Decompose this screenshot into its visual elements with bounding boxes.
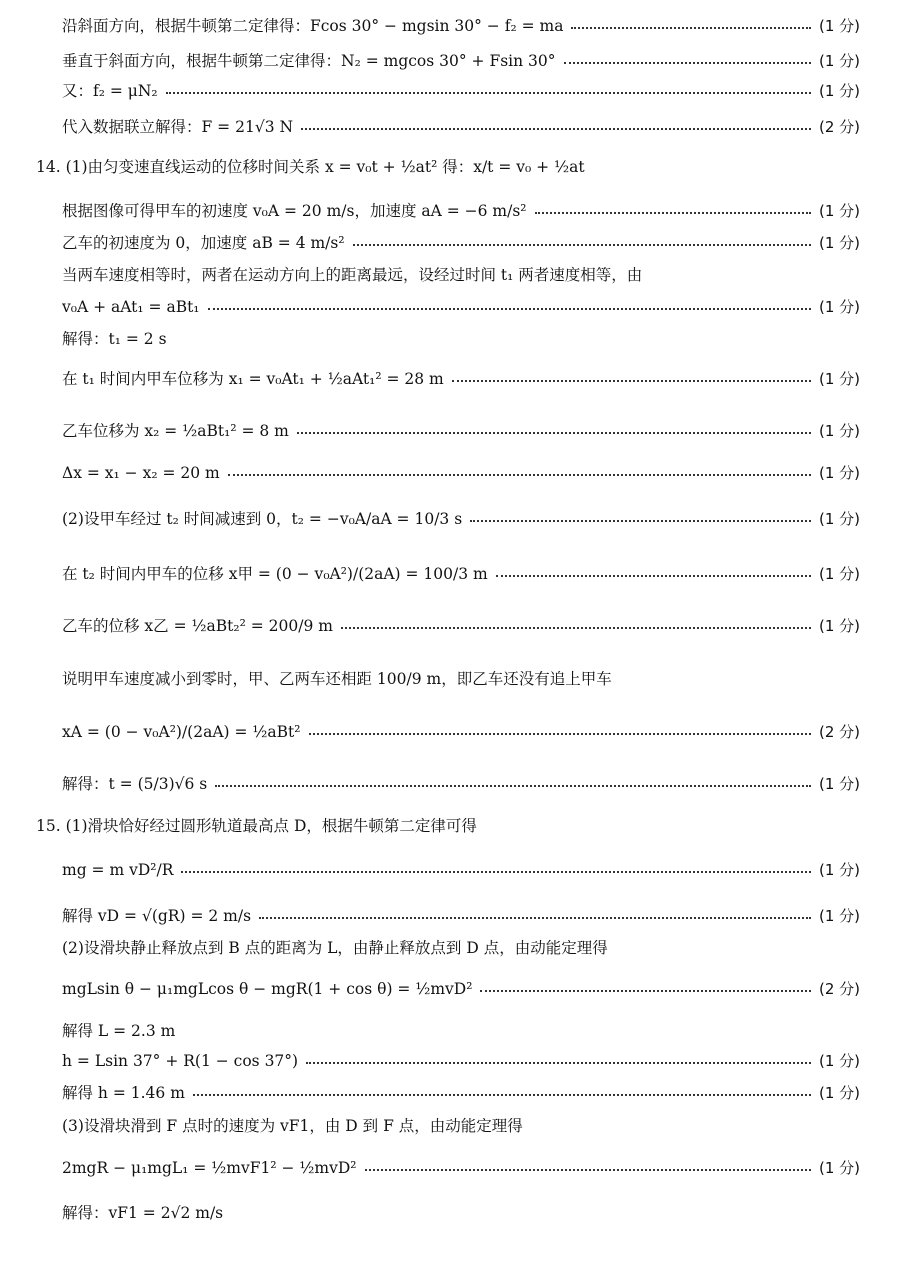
score-label: (1 分) [818,234,860,252]
dot-leader [208,308,811,310]
answer-line [62,50,860,72]
answer-line [62,721,860,743]
question-heading [36,156,860,178]
answer-line [62,328,860,350]
line-text: 在 t₁ 时间内甲车位移为 x₁ = v₀At₁ + ½aAt₁² = 28 m [62,370,444,388]
score-label: (1 分) [818,907,860,925]
score-label: (1 分) [818,202,860,220]
answer-line [62,937,860,959]
score-label: (1 分) [818,510,860,528]
dot-leader [496,575,811,577]
answer-line [62,508,860,530]
line-text: 代入数据联立解得：F = 21√3 N [62,118,294,136]
line-text: h = Lsin 37° + R(1 − cos 37°) [62,1052,299,1070]
line-text: 解得：t = (5/3)√6 s [62,775,208,793]
answer-line [62,80,860,102]
score-label: (2 分) [818,723,860,741]
score-label: (1 分) [818,464,860,482]
answer-line [62,420,860,442]
line-text: 解得 vD = √(gR) = 2 m/s [62,907,252,925]
dot-leader [166,92,811,94]
score-label: (2 分) [818,980,860,998]
dot-leader [215,785,811,787]
line-text: v₀A + aAt₁ = aBt₁ [62,298,200,316]
answer-line [62,462,860,484]
line-text: 15. (1)滑块恰好经过圆形轨道最高点 D，根据牛顿第二定律可得 [36,817,477,835]
score-label: (1 分) [818,1084,860,1102]
line-text: 乙车的位移 x乙 = ½aBt₂² = 200/9 m [62,617,333,635]
dot-leader [181,871,811,873]
answer-line [62,773,860,795]
line-text: 乙车的初速度为 0，加速度 aB = 4 m/s² [62,234,345,252]
line-text: Δx = x₁ − x₂ = 20 m [62,464,220,482]
dot-leader [480,990,811,992]
line-text: (2)设滑块静止释放点到 B 点的距离为 L，由静止释放点到 D 点，由动能定理得 [62,939,608,957]
answer-line [62,232,860,254]
score-label: (1 分) [818,1052,860,1070]
dot-leader [535,212,811,214]
answer-line [62,1020,860,1042]
score-label: (1 分) [818,52,860,70]
line-text: 解得：t₁ = 2 s [62,330,167,348]
line-text: 根据图像可得甲车的初速度 v₀A = 20 m/s，加速度 aA = −6 m/s² [62,202,527,220]
answer-line [62,200,860,222]
line-text: (3)设滑块滑到 F 点时的速度为 vF1，由 D 到 F 点，由动能定理得 [62,1117,523,1135]
line-text: 2mgR − μ₁mgL₁ = ½mvF1² − ½mvD² [62,1159,357,1177]
score-label: (1 分) [818,17,860,35]
line-text: xA = (0 − v₀A²)/(2aA) = ½aBt² [62,723,301,741]
answer-line [62,1082,860,1104]
line-text: 乙车位移为 x₂ = ½aBt₁² = 8 m [62,422,289,440]
dot-leader [228,474,811,476]
dot-leader [365,1169,811,1171]
score-label: (2 分) [818,118,860,136]
answer-line [62,615,860,637]
line-text: 14. (1)由匀变速直线运动的位移时间关系 x = v₀t + ½at² 得：x/t = v₀ + ½at [36,158,585,176]
score-label: (1 分) [818,861,860,879]
dot-leader [297,432,811,434]
score-label: (1 分) [818,617,860,635]
line-text: 说明甲车速度减小到零时，甲、乙两车还相距 100/9 m，即乙车还没有追上甲车 [62,670,612,688]
answer-line [62,859,860,881]
score-label: (1 分) [818,775,860,793]
line-text: 解得 h = 1.46 m [62,1084,185,1102]
dot-leader [193,1094,811,1096]
line-text: 垂直于斜面方向，根据牛顿第二定律得：N₂ = mgcos 30° + Fsin 30° [62,52,556,70]
question-heading [36,815,860,837]
answer-line [62,905,860,927]
score-label: (1 分) [818,298,860,316]
answer-line [62,116,860,138]
line-text: 在 t₂ 时间内甲车的位移 x甲 = (0 − v₀A²)/(2aA) = 100/3 m [62,565,488,583]
answer-line [62,264,860,286]
line-text: 解得 L = 2.3 m [62,1022,176,1040]
dot-leader [341,627,811,629]
score-label: (1 分) [818,1159,860,1177]
score-label: (1 分) [818,422,860,440]
dot-leader [259,917,811,919]
answer-line [62,1202,860,1224]
dot-leader [571,27,811,29]
line-text: 又：f₂ = μN₂ [62,82,158,100]
dot-leader [470,520,811,522]
line-text: 当两车速度相等时，两者在运动方向上的距离最远，设经过时间 t₁ 两者速度相等，由 [62,266,643,284]
dot-leader [301,128,811,130]
answer-line [62,1050,860,1072]
score-label: (1 分) [818,565,860,583]
line-text: 解得：vF1 = 2√2 m/s [62,1204,224,1222]
answer-line [62,15,860,37]
score-label: (1 分) [818,82,860,100]
line-text: mgLsin θ − μ₁mgLcos θ − mgR(1 + cos θ) = ½mvD² [62,980,473,998]
answer-line [62,368,860,390]
dot-leader [309,733,811,735]
line-text: mg = m vD²/R [62,861,174,879]
line-text: (2)设甲车经过 t₂ 时间减速到 0，t₂ = −v₀A/aA = 10/3 s [62,510,463,528]
dot-leader [306,1062,811,1064]
answer-line [62,563,860,585]
dot-leader [353,244,811,246]
answer-line [62,978,860,1000]
answer-line [62,1115,860,1137]
dot-leader [452,380,811,382]
answer-line [62,668,860,690]
line-text: 沿斜面方向，根据牛顿第二定律得：Fcos 30° − mgsin 30° − f₂ = ma [62,17,564,35]
answer-line [62,296,860,318]
answer-line [62,1157,860,1179]
score-label: (1 分) [818,370,860,388]
dot-leader [564,62,811,64]
